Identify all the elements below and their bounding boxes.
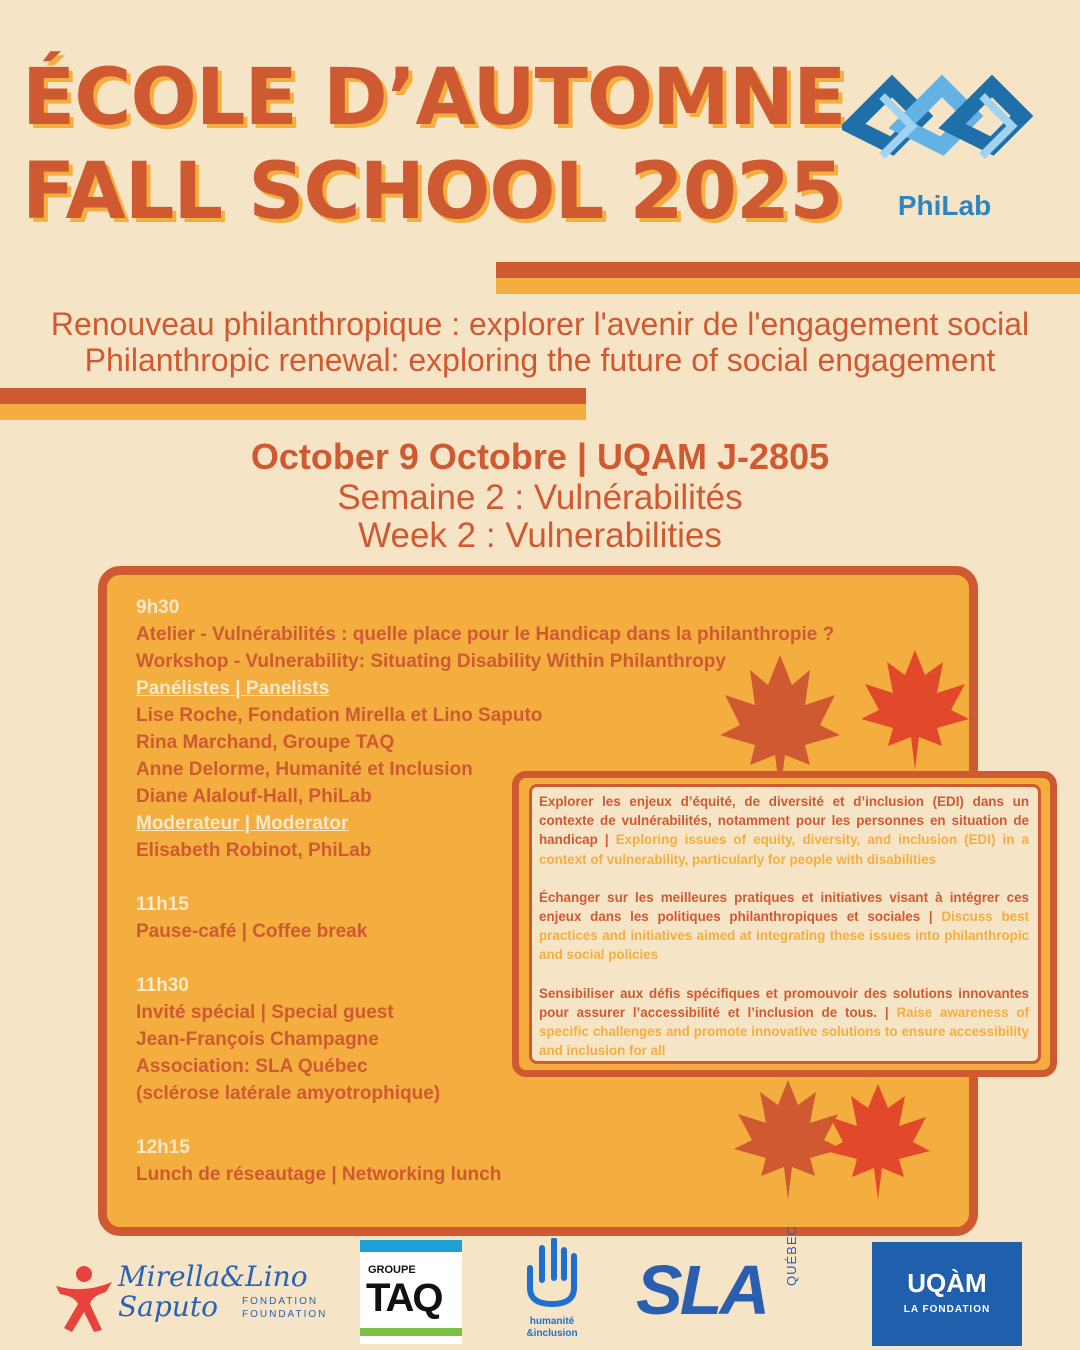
objective-item: Explorer les enjeux d’équité, de diversité et d’inclusion (EDI) dans un contexte de vulnérabilités, notamment pour les personnes en situation de handicap | Exploring issues of equity, diversity, and inclusion (EDI) in a context of vulnerability, particularly for people with disabilities [539,794,1029,867]
saputo-tag-en: FOUNDATION [242,1309,328,1320]
title-line-2: FALL SCHOOL 2025 [22,147,843,237]
session-4-title: Lunch de réseautage | Networking lunch [136,1164,502,1185]
philab-logo [842,66,1047,226]
uqam-foundation-logo [872,1242,1022,1346]
session-2-title: Pause-café | Coffee break [136,921,368,942]
taq-label-main: TAQ [366,1276,442,1320]
session-3-guest-org: Association: SLA Québec [136,1056,368,1077]
saputo-figure-icon [52,1264,116,1334]
event-dateline: October 9 Octobre | UQAM J-2805 [250,436,830,477]
taq-label-top: GROUPE [368,1264,416,1276]
session-1-title-fr: Atelier - Vulnérabilités : quelle place pour le Handicap dans la philanthropie ? [136,624,835,645]
divider-bar-dark-mid [0,388,586,404]
week-title-en: Week 2 : Vulnerabilities [358,516,722,555]
panelist-item: Rina Marchand, Groupe TAQ [136,732,395,753]
hi-label-line2: &inclusion [526,1328,578,1339]
title-line-1: ÉCOLE D’AUTOMNE [22,53,846,143]
saputo-tag-fr: FONDATION [242,1296,319,1307]
session-2-time: 11h15 [136,894,189,915]
week-title-fr: Semaine 2 : Vulnérabilités [337,478,743,517]
session-1-title-en: Workshop - Vulnerability: Situating Disability Within Philanthropy [136,651,726,672]
session-4-time: 12h15 [136,1137,190,1158]
panelist-item: Diane Alalouf-Hall, PhiLab [136,786,372,807]
sla-quebec-logo [636,1225,836,1332]
humanite-inclusion-logo [516,1238,588,1344]
uqam-label-sub: LA FONDATION [903,1304,991,1315]
session-3-time: 11h30 [136,975,189,996]
panelist-item: Anne Delorme, Humanité et Inclusion [136,759,473,780]
hand-icon [524,1238,580,1308]
sla-label-side: QUÉBEC [784,1225,799,1286]
panelists-label: Panélistes | Panelists [136,678,330,699]
uqam-label-main: UQÀM [907,1268,987,1298]
session-3-guest-note: (sclérose latérale amyotrophique) [136,1083,441,1104]
saputo-name-line2: Saputo [118,1290,218,1323]
subtitle-en: Philanthropic renewal: exploring the future of social engagement [84,342,996,378]
saputo-name-line1: Mirella&Lino [118,1260,308,1293]
objective-item: Échanger sur les meilleures pratiques et initiatives visant à intégrer ces enjeux dans les politiques philanthropiques et sociales | Discuss best practices and initiatives aimed at integrating these issues into philanthropic and social policies [539,889,1029,963]
subtitle-fr: Renouveau philanthropique : explorer l'avenir de l'engagement social [50,306,1030,342]
panelist-item: Lise Roche, Fondation Mirella et Lino Saputo [136,705,543,726]
moderator-label: Moderateur | Moderator [136,813,349,834]
hi-label-line1: humanité [529,1316,575,1327]
philab-chain-icon [842,66,1047,186]
divider-bar-light-mid [0,404,586,420]
session-3-guest-name: Jean-François Champagne [136,1029,379,1050]
objectives-text [539,792,1029,1079]
sla-label-main: SLA [636,1251,767,1329]
philab-logo-label: PhiLab [897,190,992,221]
divider-bar-dark-top [496,262,1080,278]
session-1-time: 9h30 [136,597,180,618]
saputo-foundation-logo [52,1250,328,1340]
session-3-title: Invité spécial | Special guest [136,1002,394,1023]
groupe-taq-logo [360,1240,462,1344]
objective-item: Sensibiliser aux défis spécifiques et promouvoir des solutions innovantes pour assurer l’accessibilité et l’inclusion de tous. | Raise awareness of specific challenges and promote innovative solutions to ensure accessibility and inclusion for all [539,985,1029,1059]
moderator-name: Elisabeth Robinot, PhiLab [136,840,372,861]
divider-bar-light-top [496,278,1080,294]
